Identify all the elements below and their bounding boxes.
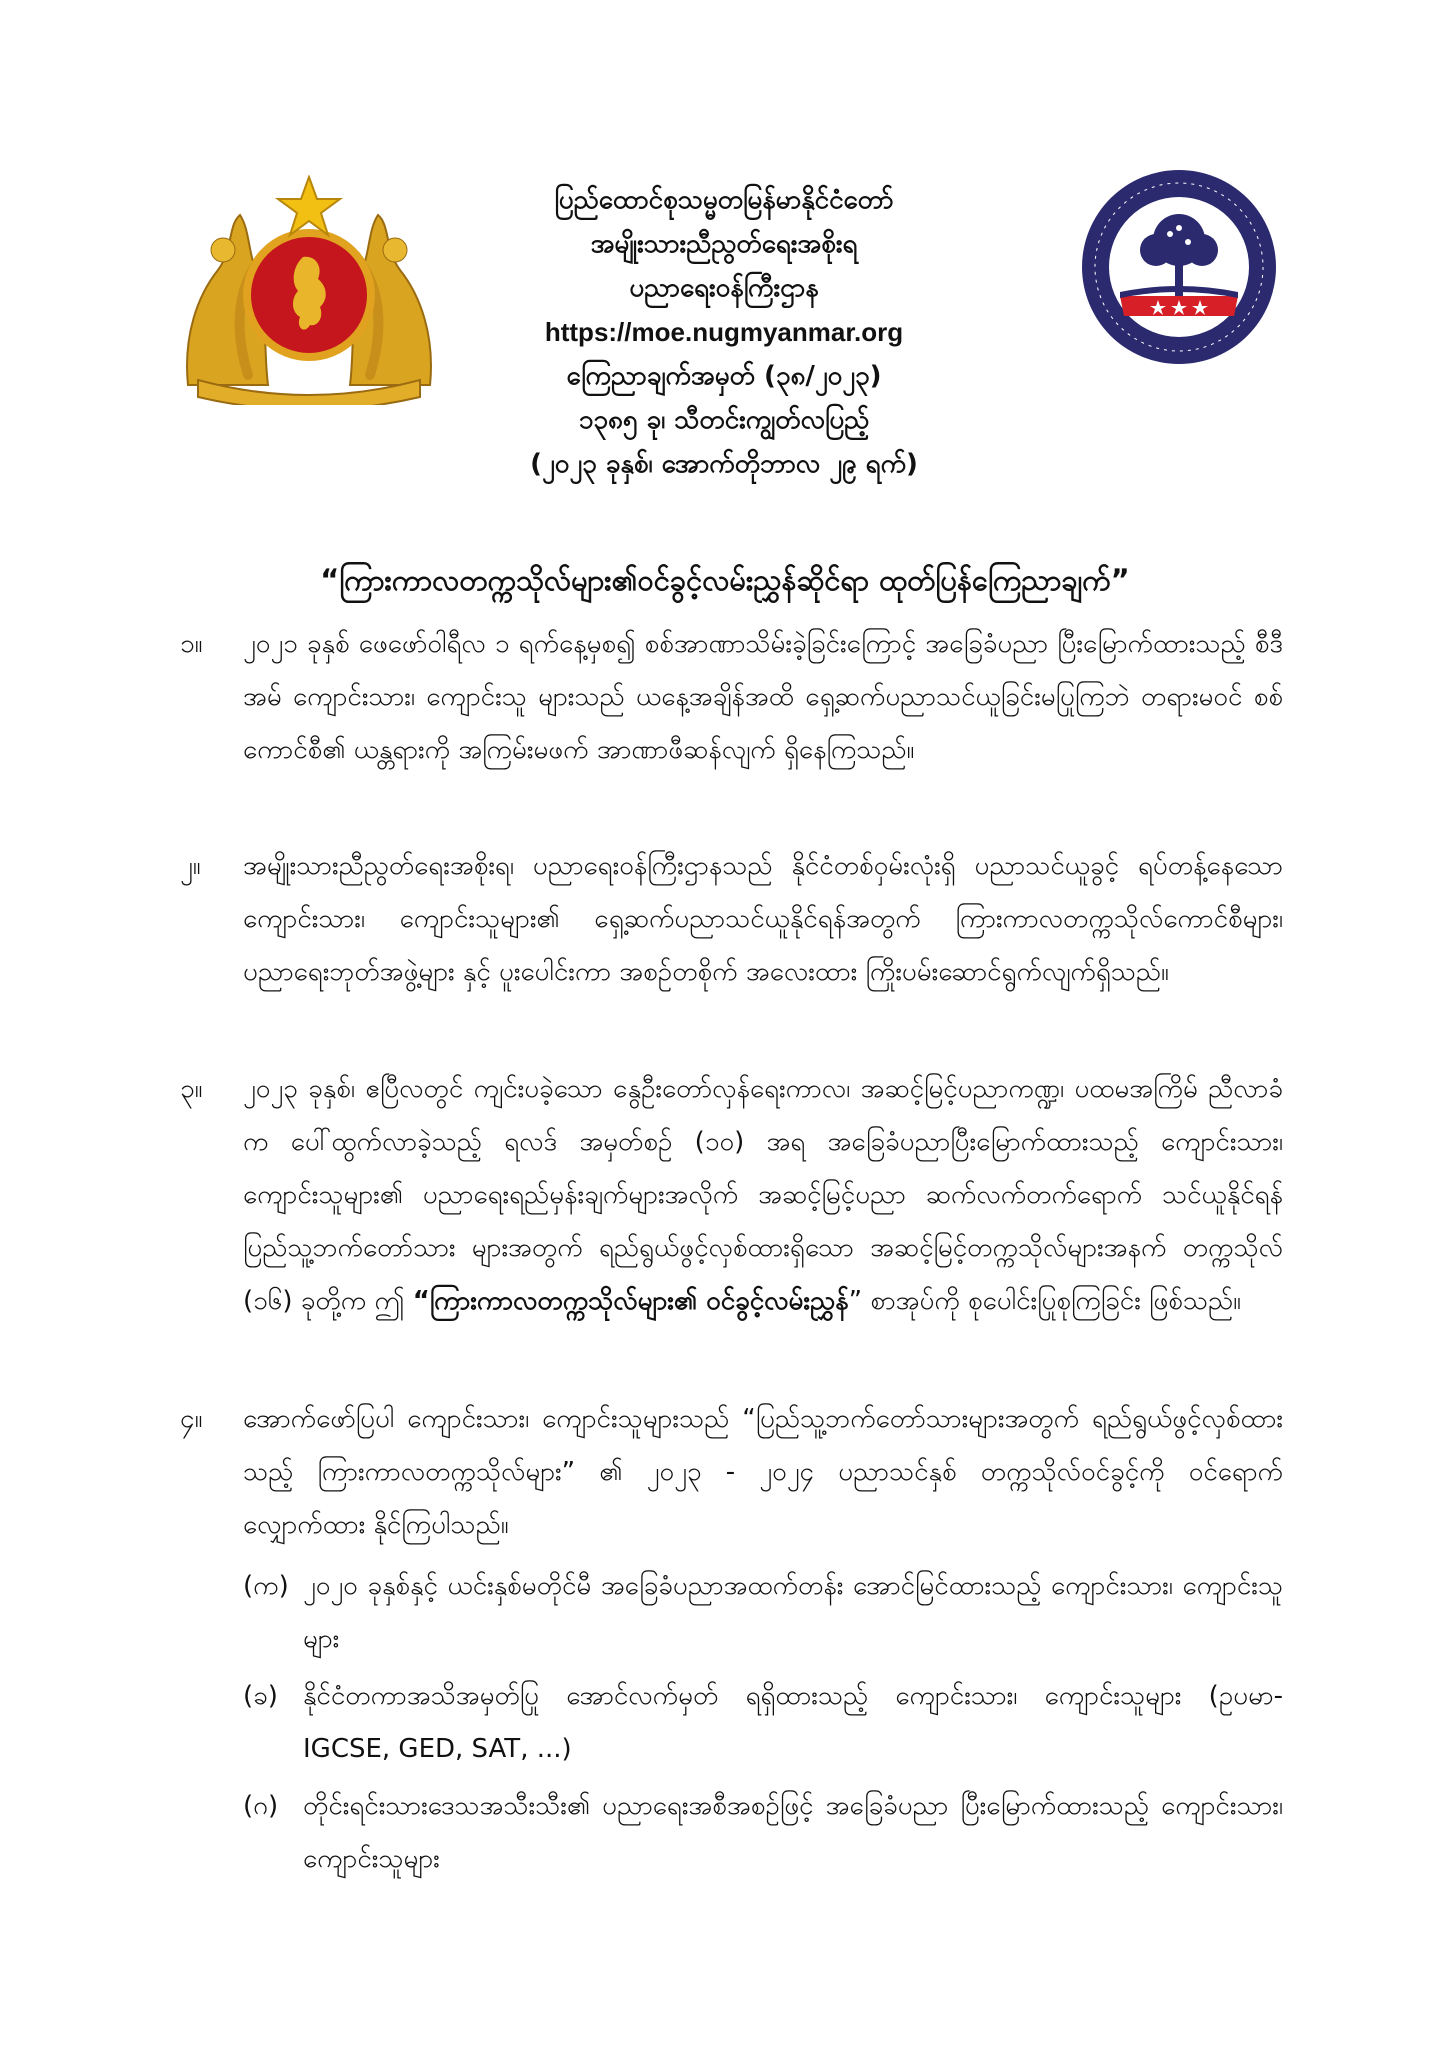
- guide-book-title: “ကြားကာလတက္ကသိုလ်များ၏ ဝင်ခွင့်လမ်းညွှန်: [412, 1286, 849, 1316]
- paragraph-text-part: ၂၀၂၃ ခုနှစ်၊ ဧပြီလတွင် ကျင်းပခဲ့သော နွေဦးတော်လှန်ရေးကာလ၊ အဆင့်မြင့်ပညာကဏ္ဍ၊ ပထမအကြိမ် ညီလာခံက ပေါ်ထွက်လာခဲ့သည့် ရလဒ် အမှတ်စဉ် (၁၀) အရ အခြေခံပညာပြီးမြောက်ထားသည့် ကျောင်းသား၊ ကျောင်းသူများ၏ ပညာရေးရည်မှန်းချက်များအလိုက် အဆင့်မြင့်ပညာ ဆက်လက်တက်ရောက် သင်ယူနိုင်ရန် ပြည်သူ့ဘက်တော်သား များအတွက် ရည်ရွယ်ဖွင့်လှစ်ထားရှိသော အဆင့်မြင့်တက္ကသိုလ်များအနက် တက္ကသိုလ် (၁၆) ခုတို့က ဤ: [243, 1074, 1283, 1316]
- paragraph-text-part: ” စာအုပ်ကို စုပေါင်းပြုစုကြခြင်း ဖြစ်သည်။: [848, 1286, 1242, 1316]
- country-name: ပြည်ထောင်စုသမ္မတမြန်မာနိုင်ငံတော်: [554, 185, 894, 215]
- document-title: “ကြားကာလတက္ကသိုလ်များ၏ဝင်ခွင့်လမ်းညွှန်ဆိုင်ရာ ထုတ်ပြန်ကြေညာချက်”: [320, 563, 1130, 597]
- paragraph-text: ၂၀၂၁ ခုနှစ် ဖေဖော်ဝါရီလ ၁ ရက်နေ့မှစ၍ စစ်အာဏာသိမ်းခဲ့ခြင်းကြောင့် အခြေခံပညာ ပြီးမြောက်ထားသည့် စီဒီအမ် ကျောင်းသား၊ ကျောင်းသူ များသည် ယနေ့အချိန်အထိ ရှေ့ဆက်ပညာသင်ယူခြင်းမပြုကြဘဲ တရားမဝင် စစ်ကောင်စီ၏ ယန္တရားကို အကြမ်းမဖက် အာဏာဖီဆန်လျက် ရှိနေကြသည်။: [243, 629, 1283, 765]
- paragraph-number: ၁။: [180, 629, 203, 659]
- sub-item-text: ၂၀၂၀ ခုနှစ်နှင့် ယင်းနှစ်မတိုင်မီ အခြေခံပညာအထက်တန်း အောင်မြင်ထားသည့် ကျောင်းသား၊ ကျောင်းသူများ: [303, 1571, 1283, 1654]
- sub-item-text: နိုင်ငံတကာအသိအမှတ်ပြု အောင်လက်မှတ် ရရှိထားသည့် ကျောင်းသား၊ ကျောင်းသူများ (ဥပမာ- IGCSE, GED, SAT, ...): [303, 1681, 1283, 1764]
- sub-item-label: (က): [243, 1571, 289, 1601]
- myanmar-date: ၁၃၈၅ ခု၊ သီတင်းကျွတ်လပြည့်: [578, 405, 870, 435]
- paragraph-number: ၃။: [180, 1074, 203, 1104]
- ministry-name: ပညာရေးဝန်ကြီးဌာန: [629, 273, 819, 303]
- sub-item-label: (ဂ): [243, 1791, 279, 1821]
- paragraph-text: [243, 1063, 1283, 1328]
- ministry-of-education-logo-icon: [1080, 168, 1278, 366]
- gregorian-date: (၂၀၂၃ ခုနှစ်၊ အောက်တိုဘာလ ၂၉ ရက်): [530, 449, 918, 479]
- paragraph-text: အမျိုးသားညီညွတ်ရေးအစိုးရ၊ ပညာရေးဝန်ကြီးဌာနသည် နိုင်ငံတစ်ဝှမ်းလုံးရှိ ပညာသင်ယူခွင့် ရပ်တန့်နေသော ကျောင်းသား၊ ကျောင်းသူများ၏ ရှေ့ဆက်ပညာသင်ယူနိုင်ရန်အတွက် ကြားကာလတက္ကသိုလ်ကောင်စီများ၊ ပညာရေးဘုတ်အဖွဲ့များ နှင့် ပူးပေါင်းကာ အစဉ်တစိုက် အလေးထား ကြိုးပမ်းဆောင်ရွက်လျက်ရှိသည်။: [243, 851, 1283, 987]
- paragraph-number: ၂။: [180, 851, 201, 881]
- letterhead: [400, 178, 1048, 486]
- government-name: အမျိုးသားညီညွတ်ရေးအစိုးရ: [590, 229, 858, 259]
- announcement-number: ကြေညာချက်အမှတ် (၃၈/၂၀၂၃): [566, 361, 882, 391]
- paragraph-number: ၄။: [180, 1404, 203, 1434]
- website-link[interactable]: https://moe.nugmyanmar.org: [544, 317, 904, 347]
- sub-item-label: (ခ): [243, 1681, 278, 1711]
- sub-item-text: တိုင်းရင်းသားဒေသအသီးသီး၏ ပညာရေးအစီအစဉ်ဖြင့် အခြေခံပညာ ပြီးမြောက်ထားသည့် ကျောင်းသား၊ ကျောင်းသူများ: [303, 1791, 1283, 1874]
- paragraph-text: အောက်ဖော်ပြပါ ကျောင်းသား၊ ကျောင်းသူများသည် “ပြည်သူ့ဘက်တော်သားများအတွက် ရည်ရွယ်ဖွင့်လှစ်ထားသည့် ကြားကာလတက္ကသိုလ်များ” ၏ ၂၀၂၃ - ၂၀၂၄ ပညာသင်နှစ် တက္ကသိုလ်ဝင်ခွင့်ကို ဝင်ရောက် လျှောက်ထား နိုင်ကြပါသည်။: [243, 1404, 1283, 1540]
